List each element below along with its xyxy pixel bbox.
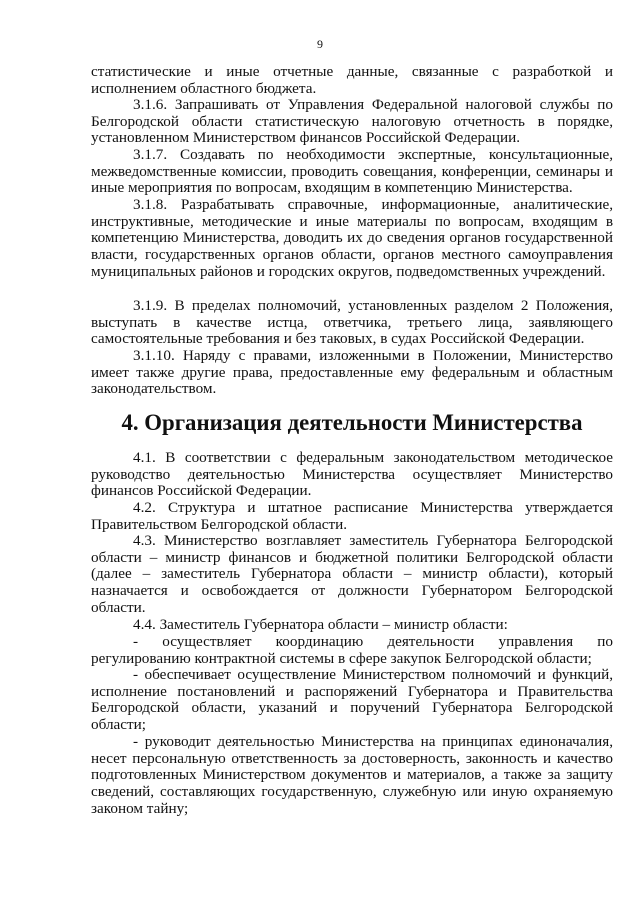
paragraph-4-1: 4.1. В соответствии с федеральным законодательством методическое руководство деятельностью Министерства осуществляет Министерство финансов Российской Федерации. (91, 449, 613, 500)
paragraph-3-1-7: 3.1.7. Создавать по необходимости экспертные, консультационные, межведомственные комиссии, проводить совещания, конференции, семинары и иные мероприятия по вопросам, входящим в компетенцию Министерства. (91, 146, 613, 197)
list-item-management: - руководит деятельностью Министерства на принципах единоначалия, несет персональную ответственность за достоверность, законность и качество подготовленных Министерством документов и материалов, а также за защиту сведений, составляющих государственную, служебную или иную охраняемую законом тайну; (91, 733, 613, 817)
list-item-coordination: - осуществляет координацию деятельности управления по регулированию контрактной системы в сфере закупок Белгородской области; (91, 633, 613, 667)
paragraph-3-1-8: 3.1.8. Разрабатывать справочные, информационные, аналитические, инструктивные, методические и иные материалы по вопросам, входящим в компетенцию Министерства, доводить их до сведения органов государственной власти, государственных органов области, органов местного самоуправления муниципальных районов и городских округов, подведомственных учреждений. (91, 196, 613, 280)
list-item-implementation: - обеспечивает осуществление Министерством полномочий и функций, исполнение постановлений и распоряжений Губернатора и Правительства Белгородской области, указаний и поручений Губернатора Белгородской области; (91, 666, 613, 734)
paragraph-3-1-10: 3.1.10. Наряду с правами, изложенными в Положении, Министерство имеет также другие права, предоставленные ему федеральным и областным законодательством. (91, 347, 613, 398)
paragraph-continuation: статистические и иные отчетные данные, связанные с разработкой и исполнением областного бюджета. (91, 63, 613, 97)
paragraph-3-1-6: 3.1.6. Запрашивать от Управления Федеральной налоговой службы по Белгородской области статистическую налоговую отчетность в порядке, установленном Министерством финансов Российской Федерации. (91, 96, 613, 147)
paragraph-4-2: 4.2. Структура и штатное расписание Министерства утверждается Правительством Белгородской области. (91, 499, 613, 533)
paragraph-4-3: 4.3. Министерство возглавляет заместитель Губернатора Белгородской области – министр финансов и бюджетной политики Белгородской области (далее – заместитель Губернатора области – министр области), который назначается и освобождается от должности Губернатором Белгородской области. (91, 532, 613, 616)
section-heading: 4. Организация деятельности Министерства (121, 410, 583, 435)
document-body (91, 64, 613, 818)
page-number: 9 (317, 37, 323, 51)
paragraph-4-4: 4.4. Заместитель Губернатора области – министр области: (133, 616, 508, 633)
paragraph-3-1-9: 3.1.9. В пределах полномочий, установленных разделом 2 Положения, выступать в качестве истца, ответчика, третьего лица, заявляющего самостоятельные требования и без таковых, в судах Российской Федерации. (91, 297, 613, 348)
